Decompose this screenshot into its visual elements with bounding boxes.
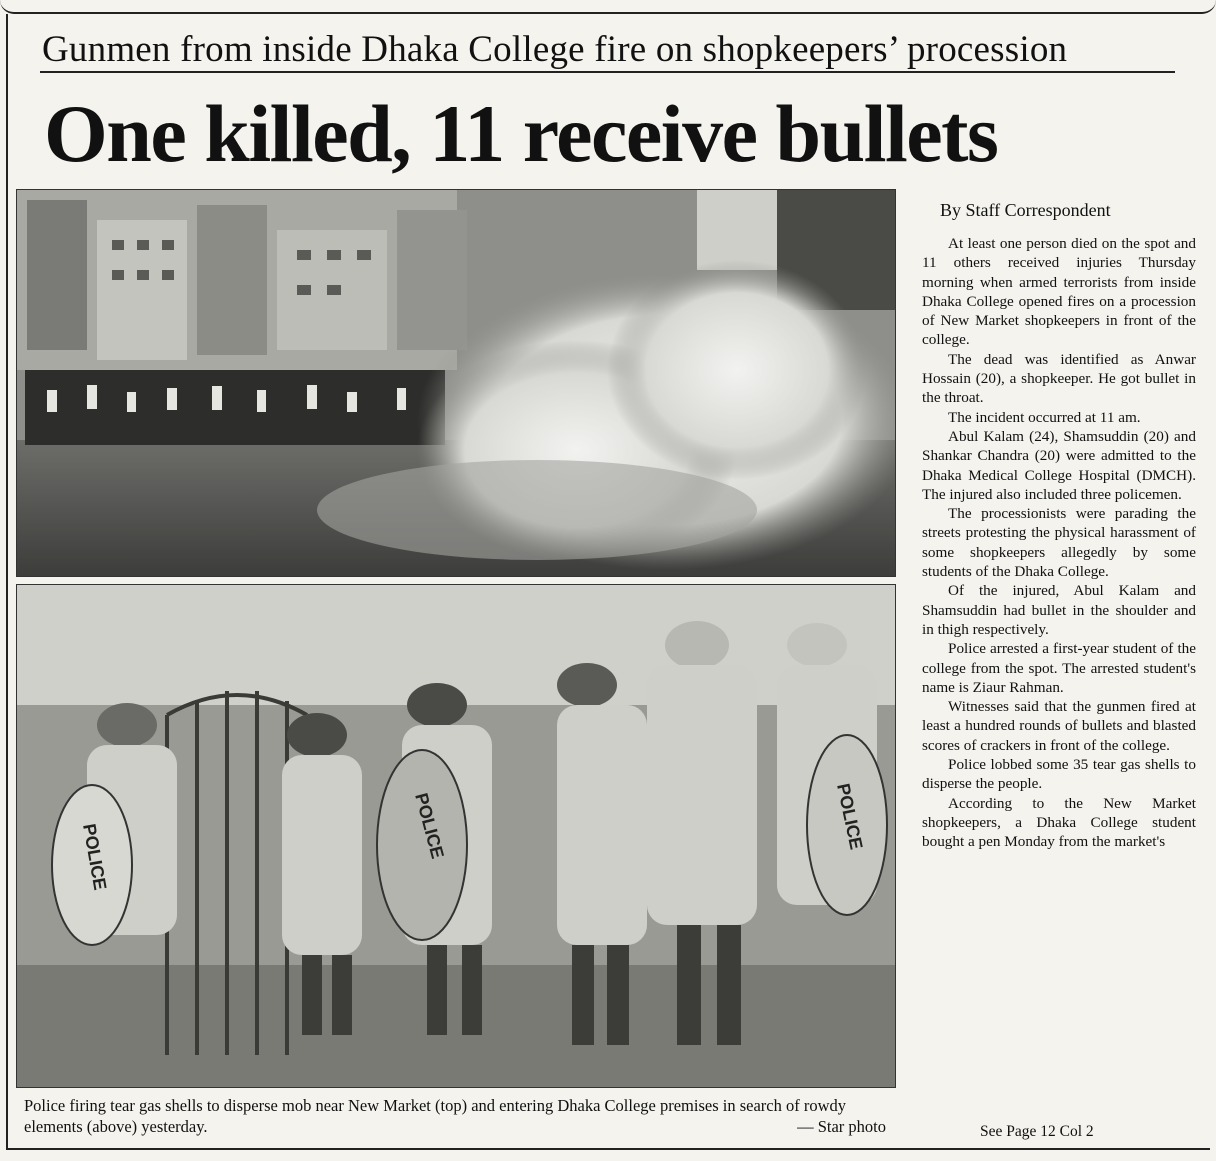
- shield-label-left: POLICE: [79, 822, 111, 892]
- story-paragraph: At least one person died on the spot and 11 others received injuries Thursday morning when armed terrorists from inside Dhaka College opened fires on a procession of New Market shopkeepers in front of the college.: [922, 235, 1196, 349]
- photo-police-entering-college: [16, 584, 896, 1088]
- story-paragraph: The dead was identified as Anwar Hossain (20), a shopkeeper. He got bullet in the throat.: [922, 350, 1196, 407]
- story-paragraph: Of the injured, Abul Kalam and Shamsuddin had bullet in the shoulder and in thigh respectively.: [922, 582, 1196, 638]
- page-border-top: [0, 0, 1216, 14]
- main-headline: One killed, 11 receive bullets: [44, 88, 998, 179]
- page-border-left: [6, 14, 8, 1149]
- story-paragraph: Police lobbed some 35 tear gas shells to disperse the people.: [922, 756, 1196, 793]
- kicker-rule: [40, 71, 1175, 73]
- story-body: [922, 234, 1196, 852]
- photo-tear-gas-crowd: [16, 189, 896, 577]
- continuation-jump: See Page 12 Col 2: [980, 1123, 1094, 1140]
- photo-credit: — Star photo: [797, 1117, 886, 1136]
- shield-label-center: POLICE: [411, 790, 448, 861]
- story-paragraph: Abul Kalam (24), Shamsuddin (20) and Shankar Chandra (20) were admitted to the Dhaka Medical College Hospital (DMCH). The injured also included three policemen.: [922, 427, 1196, 503]
- story-paragraph: Witnesses said that the gunmen fired at least a hundred rounds of bullets and blasted scores of crackers in front of the college.: [922, 698, 1196, 754]
- shield-label-right: POLICE: [833, 781, 867, 852]
- story-paragraph: The processionists were parading the streets protesting the physical harassment of some shopkeepers allegedly by some students of the Dhaka College.: [922, 505, 1196, 581]
- story-paragraph: Police arrested a first-year student of the college from the spot. The arrested student's name is Ziaur Rahman.: [922, 640, 1196, 696]
- caption-text: Police firing tear gas shells to disperse mob near New Market (top) and entering Dhaka College premises in search of rowdy elements (above) yesterday.: [24, 1096, 847, 1136]
- byline: By Staff Correspondent: [940, 200, 1111, 220]
- page-border-bottom: [6, 1148, 1210, 1150]
- kicker-headline: Gunmen from inside Dhaka College fire on shopkeepers’ procession: [42, 29, 1068, 70]
- photo-caption: [24, 1095, 886, 1137]
- story-paragraph: According to the New Market shopkeepers, a Dhaka College student bought a pen Monday from the market's: [922, 794, 1196, 851]
- story-paragraph: The incident occurred at 11 am.: [948, 408, 1141, 426]
